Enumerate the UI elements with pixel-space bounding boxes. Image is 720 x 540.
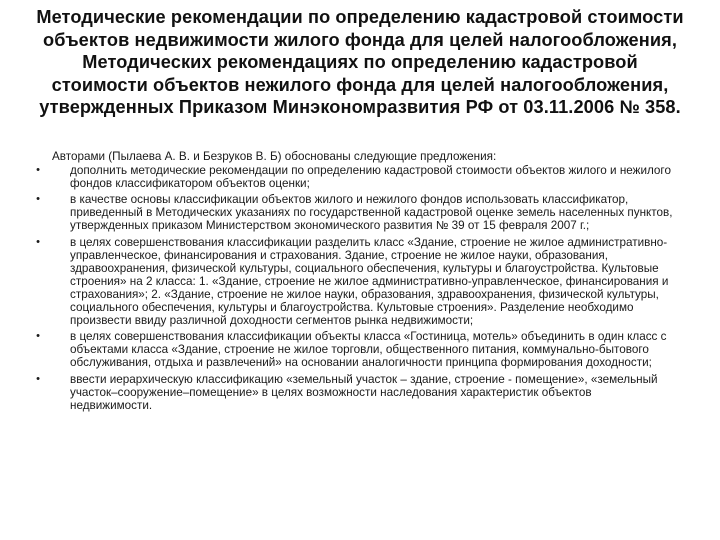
proposal-list: [34, 164, 674, 412]
bullet-icon: •: [36, 193, 40, 206]
bullet-icon: •: [36, 372, 40, 385]
bullet-icon: •: [36, 330, 40, 343]
proposal-item: [34, 236, 674, 328]
intro-text: Авторами (Пылаева А. В. и Безруков В. Б) обоснованы следующие предложения:: [52, 150, 497, 163]
proposal-item: [34, 193, 674, 232]
proposal-item: [34, 330, 674, 369]
proposal-text: дополнить методические рекомендации по определению кадастровой стоимости объектов жилого и нежилого фондов классификатором объектов оценки;: [70, 164, 671, 191]
proposal-item: [34, 164, 674, 190]
bullet-icon: •: [36, 235, 40, 248]
proposal-text: в целях совершенствования классификации разделить класс «Здание, строение не жилое административно-управленческое, финансирования и страхования. Здание, строение не жилое науки, образования, здравоохранения, физической культуры, социального обеспечения, культуры и благоустройства. Культовые строения» на 2 класса: 1. «Здание, строение не жилое административно-управленческое, финансирования и страхования»; 2. «Здание, строение не жилое науки, образования, здравоохранения, физической культуры, социального обеспечения, культуры и благоустройства. Культовые строения». Разделение необходимо произвести ввиду различной доходности сегментов рынка недвижимости;: [70, 235, 669, 328]
proposal-text: в целях совершенствования классификации объекты класса «Гостиница, мотель» объединить в один класс с объектами класса «Здание, строение не жилое торговли, общественного питания, коммунально-бытового обслуживания, отдыха и развлечений» на основании аналогичности принципа формирования доходности;: [70, 330, 667, 370]
proposal-text: ввести иерархическую классификацию «земельный участок – здание, строение - помещение», «земельный участок–сооружение–помещение» в целях возможности наследования характеристик объектов недвижимости.: [70, 372, 658, 412]
proposal-item: [34, 373, 674, 412]
proposal-text: в качестве основы классификации объектов жилого и нежилого фондов использовать классификатор, приведенный в Методических указаниях по государственной кадастровой оценке земель населенных пунктов, утвержденных приказом Министерством экономического развития № 39 от 15 февраля 2007 г.;: [70, 193, 673, 233]
slide-body: [34, 150, 674, 415]
bullet-icon: •: [36, 164, 40, 177]
slide-title: Методические рекомендации по определению кадастровой стоимости объектов недвижимости жилого фонда для целей налогообложения, Методических рекомендациях по определению кадастровой стоимости объектов нежилого фонда для целей налогообложения, утвержденных Приказом Минэкономразвития РФ от 03.11.2006 № 358.: [36, 7, 684, 118]
